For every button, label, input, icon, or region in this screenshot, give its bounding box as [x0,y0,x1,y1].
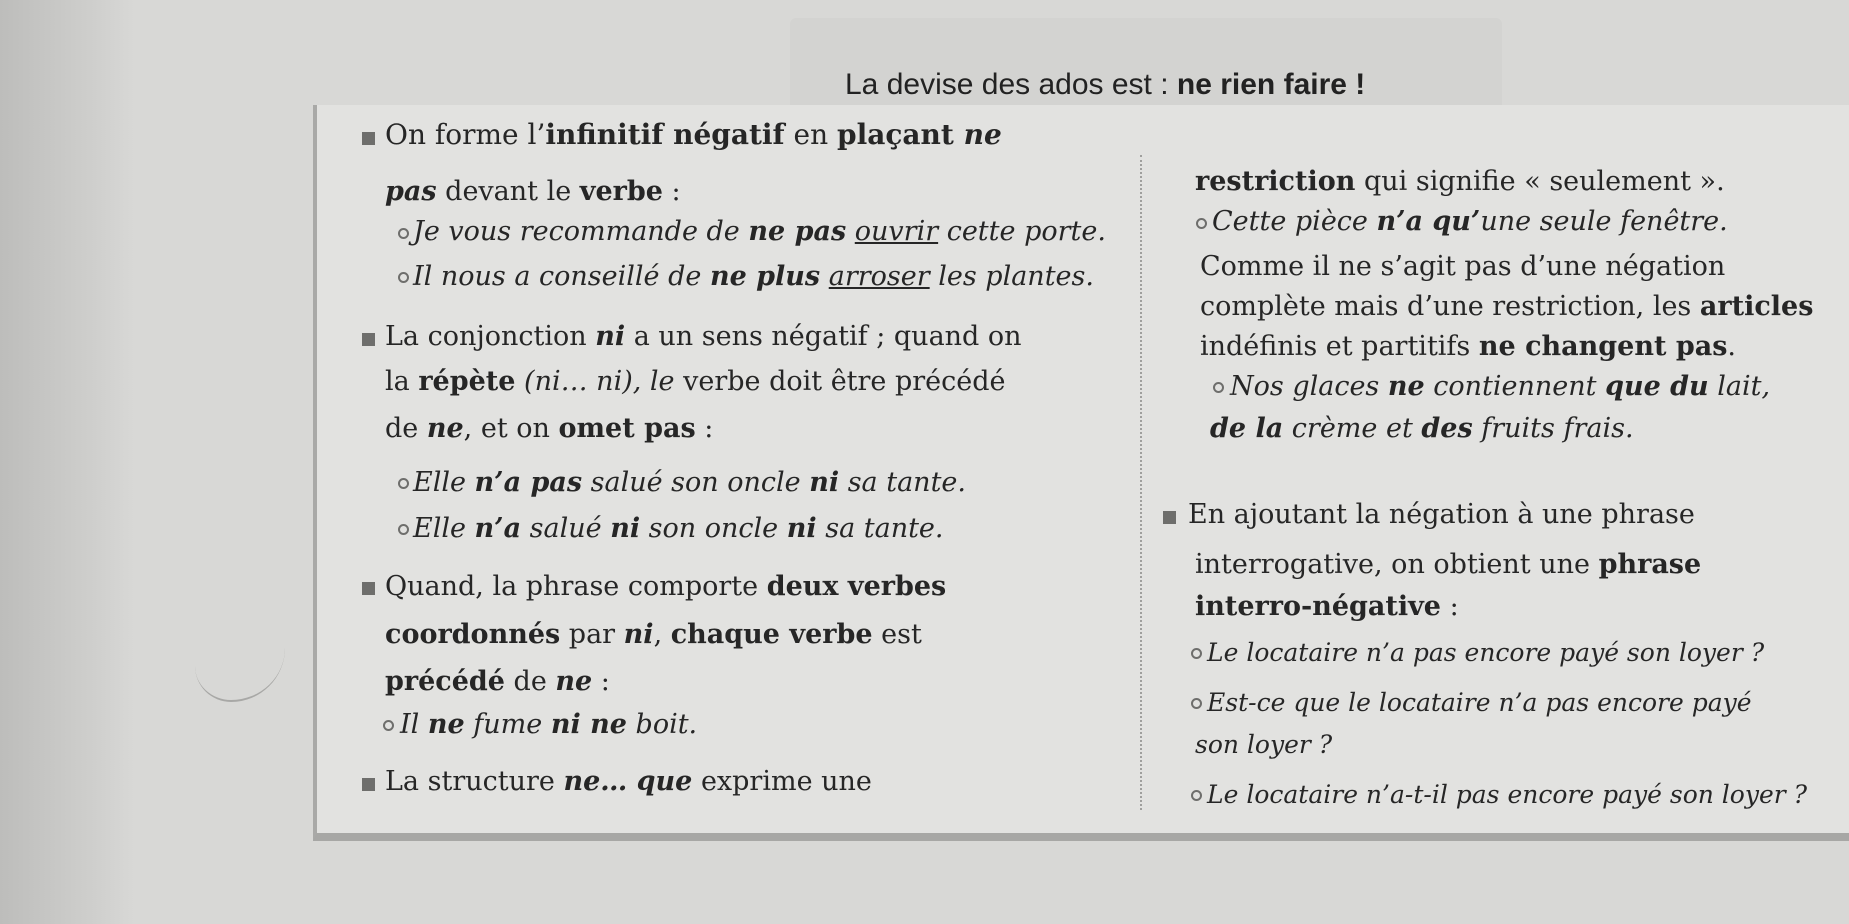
rule-2-line-2: la répète (ni… ni), le verbe doit être précédé [385,366,1006,397]
example-6: Cette pièce n’a qu’une seule fenêtre. [1212,206,1728,237]
round-bullet-icon [1191,648,1202,659]
example-2: Il nous a conseillé de ne plus arroser les plantes. [413,261,1094,292]
rule-4-cont-line-4: indéfinis et partitifs ne changent pas. [1200,331,1736,362]
square-bullet-icon [362,778,375,791]
example-9: Est-ce que le locataire n’a pas encore payé [1207,688,1752,717]
round-bullet-icon [383,720,394,731]
example-4: Elle n’a salué ni son oncle ni sa tante. [413,513,944,544]
rule-1-line-1: On forme l’infinitif négatif en plaçant ne [385,118,1002,151]
rule-2-line-3: de ne, et on omet pas : [385,413,714,444]
round-bullet-icon [1191,698,1202,709]
round-bullet-icon [398,228,409,239]
rule-4-line-1: La structure ne… que exprime une [385,766,872,797]
rule-4-cont-line-1: restriction qui signifie « seulement ». [1195,166,1725,197]
rule-3-line-2: coordonnés par ni, chaque verbe est [385,619,922,650]
title-emphasis: ne rien faire ! [1176,68,1366,101]
example-7-line-2: de la crème et des fruits frais. [1210,413,1634,444]
example-9-line-2: son loyer ? [1195,730,1333,759]
rule-3-line-1: Quand, la phrase comporte deux verbes [385,571,947,602]
round-bullet-icon [1213,382,1224,393]
rule-1-line-2: pas devant le verbe : [385,176,681,207]
rule-5-line-2: interrogative, on obtient une phrase [1195,549,1702,580]
left-page-edge [0,0,135,924]
rule-2-line-1: La conjonction ni a un sens négatif ; quand on [385,321,1022,352]
round-bullet-icon [398,478,409,489]
rule-5-line-1: En ajoutant la négation à une phrase [1188,499,1695,530]
square-bullet-icon [1163,511,1176,524]
rule-5-line-3: interro-négative : [1195,591,1459,622]
round-bullet-icon [398,524,409,535]
round-bullet-icon [1191,790,1202,801]
square-bullet-icon [362,582,375,595]
round-bullet-icon [398,272,409,283]
round-bullet-icon [1196,218,1207,229]
square-bullet-icon [362,132,375,145]
square-bullet-icon [362,333,375,346]
column-divider [1140,155,1142,810]
rule-4-cont-line-3: complète mais d’une restriction, les articles [1200,291,1814,322]
rule-3-line-3: précédé de ne : [385,666,610,697]
example-5: Il ne fume ni ne boit. [400,709,698,740]
example-3: Elle n’a pas salué son oncle ni sa tante. [413,467,966,498]
example-7: Nos glaces ne contiennent que du lait, [1230,371,1771,402]
page-title [845,68,1485,102]
title-prefix: La devise des ados est : [845,68,1177,101]
example-1: Je vous recommande de ne pas ouvrir cette porte. [413,216,1106,247]
rule-4-cont-line-2: Comme il ne s’agit pas d’une négation [1200,251,1726,282]
example-8: Le locataire n’a pas encore payé son loyer ? [1207,638,1765,667]
example-10: Le locataire n’a-t-il pas encore payé son loyer ? [1207,780,1808,809]
